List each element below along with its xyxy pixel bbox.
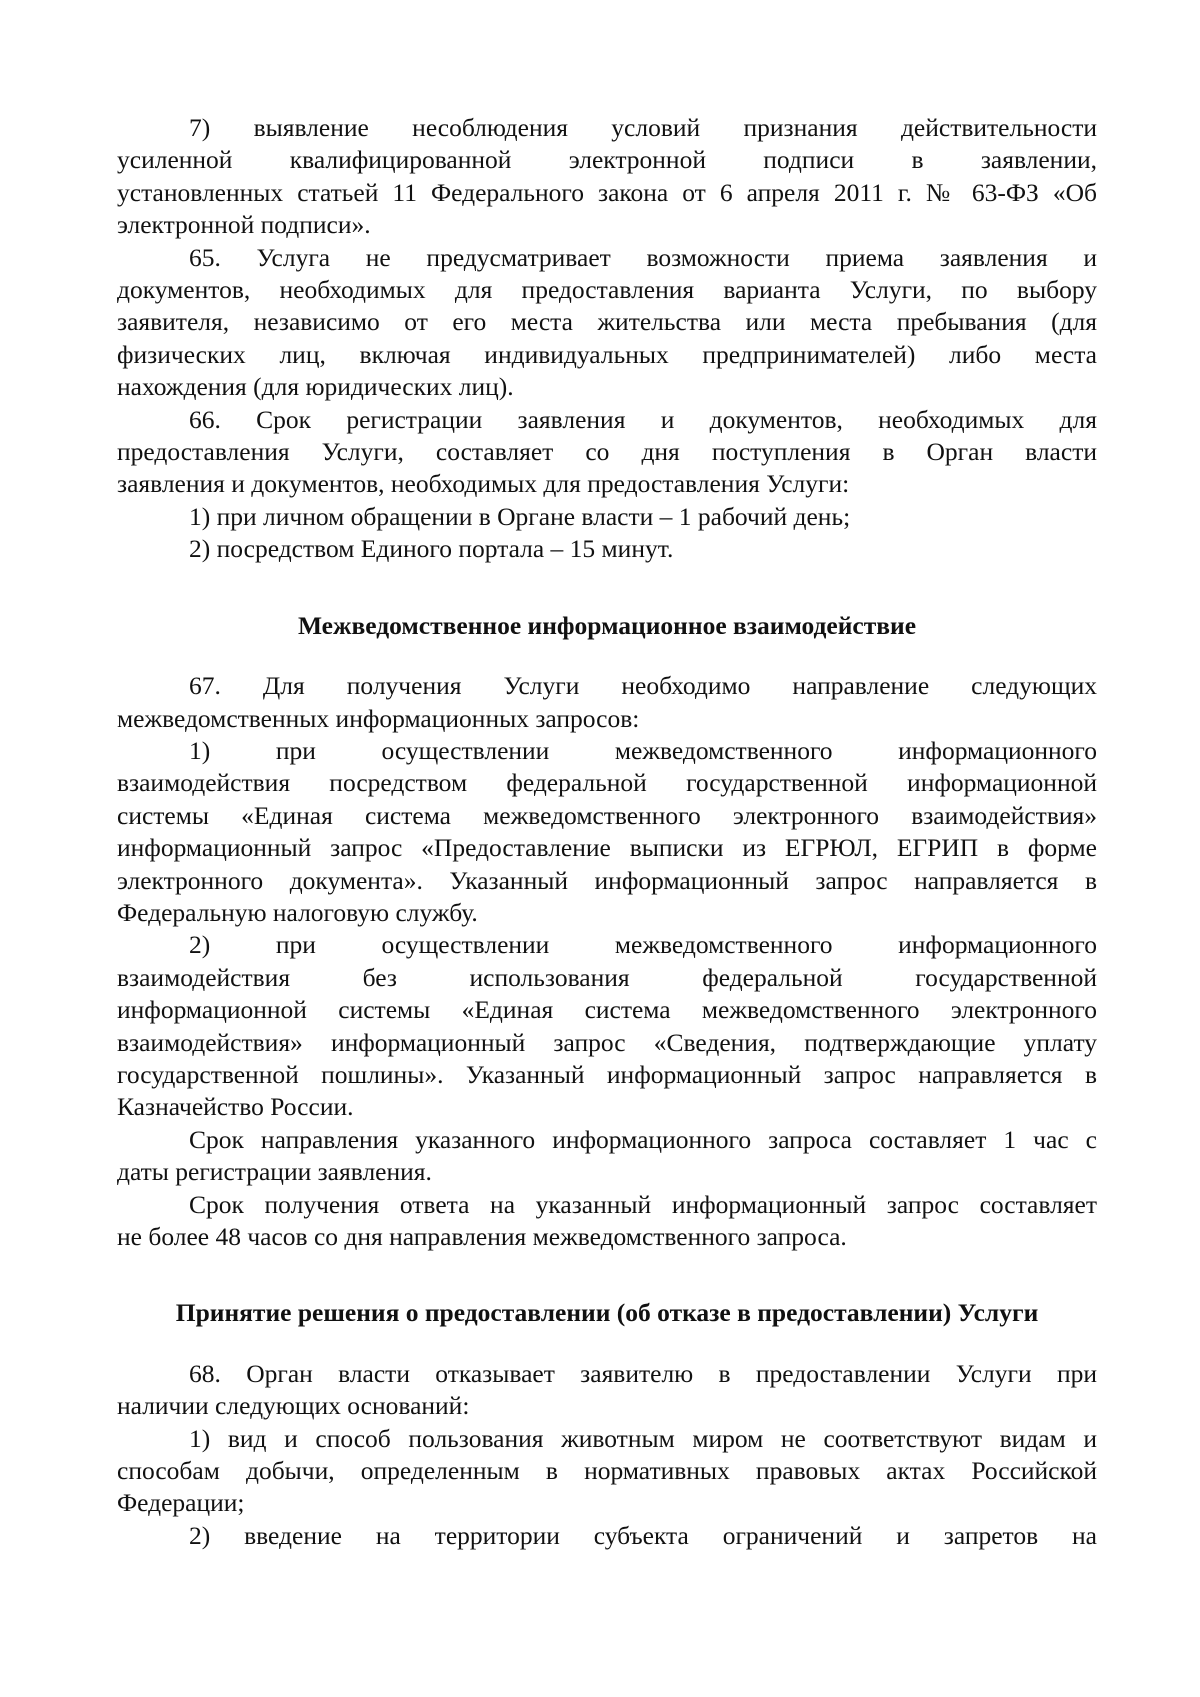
text-line: заявителя, независимо от его места жительства или места пребывания (для	[117, 307, 1097, 337]
text-line: электронной подписи».	[117, 210, 371, 240]
paragraph-7	[117, 112, 1097, 242]
text-line: усиленной квалифицированной электронной подписи в заявлении,	[117, 145, 1097, 175]
paragraph-67-item-1	[117, 735, 1097, 929]
text-line: 1) при личном обращении в Органе власти – 1 рабочий день;	[189, 501, 851, 531]
paragraph-response-term	[117, 1189, 1097, 1254]
text-line: не более 48 часов со дня направления межведомственного запроса.	[117, 1222, 847, 1251]
text-line: предоставления Услуги, составляет со дня поступления в Орган власти	[117, 437, 1097, 467]
paragraph-68-item-1	[117, 1423, 1097, 1520]
text-line: государственной пошлины». Указанный информационный запрос направляется в	[117, 1059, 1097, 1089]
text-line: 2) посредством Единого портала – 15 минут.	[189, 534, 674, 564]
text-line: Казначейство России.	[117, 1092, 354, 1122]
paragraph-67	[117, 670, 1097, 735]
text-line: 67. Для получения Услуги необходимо направление следующих	[189, 671, 1097, 701]
text-line: 1) при осуществлении межведомственного информационного	[189, 735, 1097, 765]
text-line: системы «Единая система межведомственного электронного взаимодействия»	[117, 800, 1097, 830]
text-line: информационный запрос «Предоставление выписки из ЕГРЮЛ, ЕГРИП в форме	[117, 833, 1097, 863]
text-line: 66. Срок регистрации заявления и документов, необходимых для	[189, 404, 1097, 434]
text-line: взаимодействия посредством федеральной государственной информационной	[117, 768, 1097, 798]
text-line: взаимодействия» информационный запрос «Сведения, подтверждающие уплату	[117, 1027, 1097, 1057]
text-line: межведомственных информационных запросов:	[117, 703, 640, 733]
text-line: взаимодействия без использования федеральной государственной	[117, 962, 1097, 992]
text-line: 68. Орган власти отказывает заявителю в предоставлении Услуги при	[189, 1358, 1097, 1388]
paragraph-request-term	[117, 1124, 1097, 1189]
paragraph-66-item-1	[117, 501, 1097, 533]
text-line: способам добычи, определенным в нормативных правовых актах Российской	[117, 1456, 1097, 1486]
paragraph-65	[117, 242, 1097, 404]
paragraph-68-item-2	[117, 1520, 1097, 1552]
paragraph-66	[117, 404, 1097, 501]
text-line: информационной системы «Единая система межведомственного электронного	[117, 995, 1097, 1025]
document-body	[117, 112, 1097, 1552]
text-line: заявления и документов, необходимых для предоставления Услуги:	[117, 469, 850, 499]
text-line: 65. Услуга не предусматривает возможности приема заявления и	[189, 242, 1097, 272]
text-line: 2) при осуществлении межведомственного информационного	[189, 930, 1097, 960]
text-line: 7) выявление несоблюдения условий признания действительности	[189, 113, 1097, 142]
text-line: электронного документа». Указанный информационный запрос направляется в	[117, 865, 1097, 895]
text-line: установленных статьей 11 Федерального закона от 6 апреля 2011 г. № 63-ФЗ «Об	[117, 177, 1097, 207]
text-line: даты регистрации заявления.	[117, 1157, 432, 1187]
paragraph-67-item-2	[117, 929, 1097, 1123]
text-line: 1) вид и способ пользования животным миром не соответствуют видам и	[189, 1423, 1097, 1453]
text-line: Федеральную налоговую службу.	[117, 897, 478, 927]
text-line: Срок получения ответа на указанный информационный запрос составляет	[189, 1189, 1097, 1219]
text-line: Федерации;	[117, 1488, 245, 1518]
heading-decision: Принятие решения о предоставлении (об отказе в предоставлении) Услуги	[175, 1298, 1039, 1328]
text-line: Срок направления указанного информационного запроса составляет 1 час с	[189, 1124, 1097, 1154]
text-line: нахождения (для юридических лиц).	[117, 372, 514, 402]
paragraph-68	[117, 1358, 1097, 1423]
paragraph-66-item-2	[117, 533, 1097, 565]
heading-interagency-interaction: Межведомственное информационное взаимодействие	[297, 610, 917, 640]
text-line: наличии следующих оснований:	[117, 1391, 470, 1421]
text-line: физических лиц, включая индивидуальных предпринимателей) либо места	[117, 339, 1097, 369]
text-line: 2) введение на территории субъекта ограничений и запретов на	[189, 1520, 1097, 1550]
text-line: документов, необходимых для предоставления варианта Услуги, по выбору	[117, 275, 1097, 305]
